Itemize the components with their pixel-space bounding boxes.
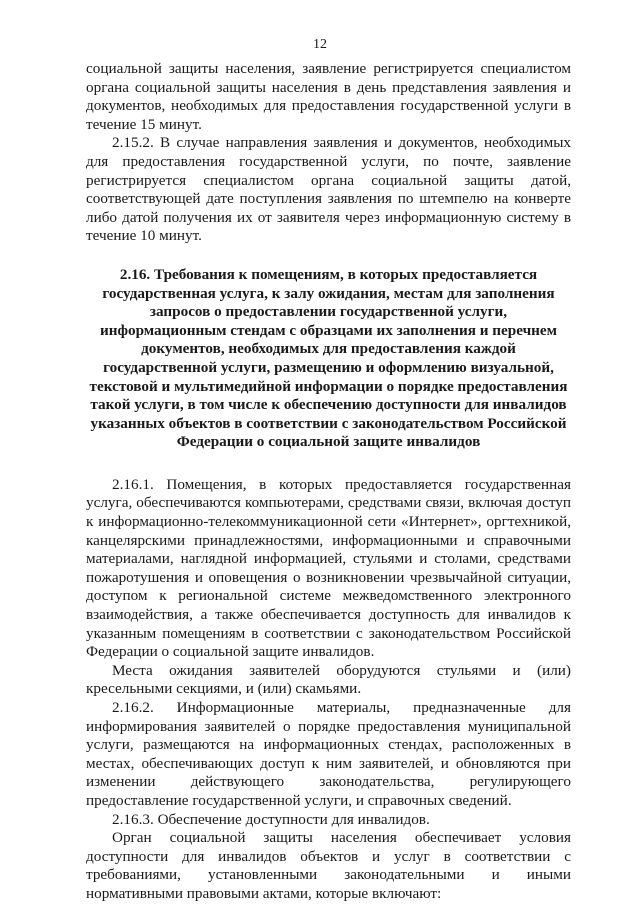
paragraph-accessibility: Орган социальной защиты населения обеспечивает условия доступности для инвалидов объектов и услуг в соответствии с требованиями, установленными законодательными и иными нормативными правовыми актами, которые включают: — [86, 829, 571, 902]
paragraph-2-16-2: 2.16.2. Информационные материалы, предназначенные для информирования заявителей о порядке предоставления муниципальной услуги, размещаются на информационных стендах, расположенных в местах, обеспечивающих доступ к ним заявителей, и обновляются при изменении действующего законодательства, регулирующего предоставление государственной услуги, и справочных сведений. — [86, 699, 571, 809]
paragraph-continuation: социальной защиты населения, заявление регистрируется специалистом органа социальной защиты населения в день представления заявления и документов, необходимых для предоставления государственной услуги в течение 15 минут. — [86, 60, 571, 133]
paragraph-2-16-1: 2.16.1. Помещения, в которых предоставляется государственная услуга, обеспечиваются компьютерами, средствами связи, включая доступ к информационно-телекоммуникационной сети «Интернет», оргтехникой, канцелярскими принадлежностями, информационными и справочными материалами, наглядной информацией, стульями и столами, средствами пожаротушения и оповещения о возникновении чрезвычайной ситуации, доступом к региональной системе межведомственного электронного взаимодействия, а также обеспечивается доступность для инвалидов к указанным помещениям в соответствии с законодательством Российской Федерации о социальной защите инвалидов. — [86, 475, 571, 661]
paragraph-2-16-3: 2.16.3. Обеспечение доступности для инвалидов. — [112, 810, 430, 828]
paragraph-waiting-places: Места ожидания заявителей оборудуются стульями и (или) кресельными секциями, и (или) скамьями. — [86, 661, 571, 698]
document-body — [86, 60, 571, 904]
section-heading-2-16: 2.16. Требования к помещениям, в которых предоставляется государственная услуга, к залу ожидания, местам для заполнения запросов о предоставлении государственной услуги, информационным стендам с образцами их заполнения и перечнем документов, необходимых для предоставления каждой государственной услуги, размещению и оформлению визуальной, текстовой и мультимедийной информации о порядке предоставления такой услуги, в том числе к обеспечению доступности для инвалидов указанных объектов в соответствии с законодательством Российской Федерации о социальной защите инвалидов — [89, 265, 568, 451]
paragraph-2-15-2: 2.15.2. В случае направления заявления и документов, необходимых для предоставления государственной услуги, по почте, заявление регистрируется специалистом органа социальной защиты датой, соответствующей дате поступления заявления по штемпелю на конверте либо датой получения их от заявителя через информационную систему в течение 10 минут. — [86, 134, 571, 245]
page-number: 12 — [313, 37, 327, 52]
